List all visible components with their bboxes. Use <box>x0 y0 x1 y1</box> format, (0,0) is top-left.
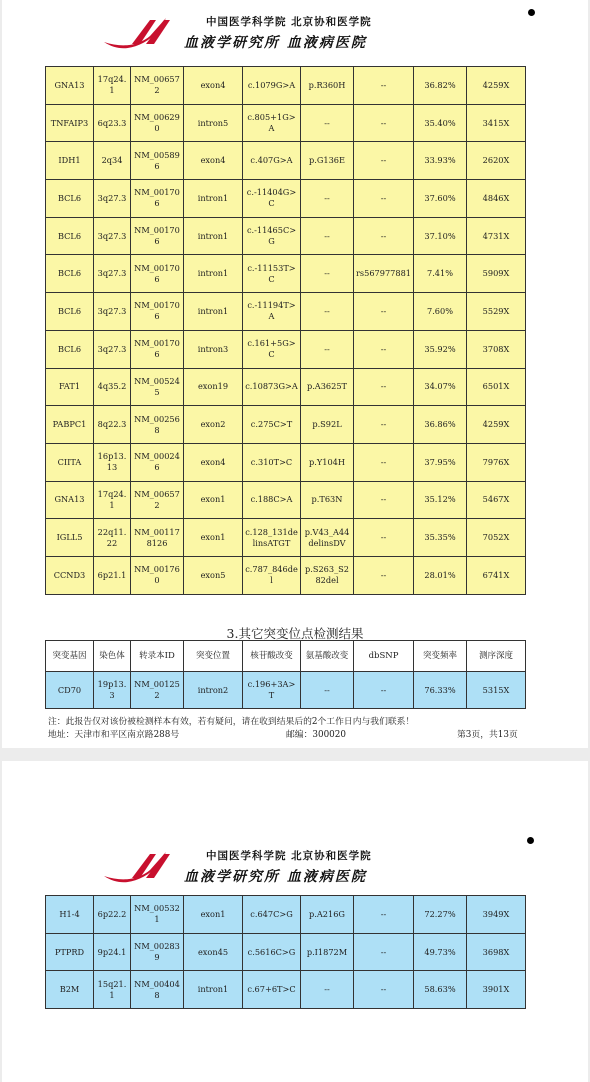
cell-chromosome: 3q27.3 <box>94 255 131 293</box>
cell-gene: BCL6 <box>46 330 94 368</box>
cell-nucleotide-change: c.-11153T>C <box>243 255 301 293</box>
cell-chromosome: 19p13.3 <box>94 672 131 709</box>
cell-location: exon4 <box>184 142 243 180</box>
cell-depth: 7052X <box>467 519 526 557</box>
cell-frequency: 37.60% <box>414 180 467 218</box>
report-page-3 <box>2 0 588 748</box>
cell-transcript: NM_001706 <box>131 217 184 255</box>
institute-logo <box>102 848 182 884</box>
cell-transcript: NM_001706 <box>131 330 184 368</box>
cell-dbsnp: -- <box>354 443 414 481</box>
cell-nucleotide-change: c.-11194T>A <box>243 293 301 331</box>
cell-chromosome: 3q27.3 <box>94 180 131 218</box>
cell-depth: 6501X <box>467 368 526 406</box>
cell-chromosome: 16p13.13 <box>94 443 131 481</box>
cell-gene: BCL6 <box>46 180 94 218</box>
cell-location: exon4 <box>184 67 243 105</box>
cell-transcript: NM_001760 <box>131 556 184 594</box>
cell-depth: 5467X <box>467 481 526 519</box>
report-page-4 <box>2 761 588 1082</box>
table-row <box>46 142 526 180</box>
cell-transcript: NM_001706 <box>131 180 184 218</box>
mutation-table <box>45 66 526 595</box>
header-frequency: 突变频率 <box>414 641 467 672</box>
cell-transcript: NM_001178126 <box>131 519 184 557</box>
cell-depth: 4731X <box>467 217 526 255</box>
cell-amino-acid-change: -- <box>301 672 354 709</box>
cell-amino-acid-change: p.G136E <box>301 142 354 180</box>
cell-amino-acid-change: p.Y104H <box>301 443 354 481</box>
cell-nucleotide-change: c.647C>G <box>243 896 301 934</box>
cell-frequency: 58.63% <box>414 971 467 1009</box>
cell-amino-acid-change: p.R360H <box>301 67 354 105</box>
table-row <box>46 368 526 406</box>
cell-nucleotide-change: c.805+1G>A <box>243 104 301 142</box>
cell-gene: B2M <box>46 971 94 1009</box>
cell-location: exon1 <box>184 519 243 557</box>
cell-depth: 5529X <box>467 293 526 331</box>
cell-nucleotide-change: c.310T>C <box>243 443 301 481</box>
cell-depth: 3949X <box>467 896 526 934</box>
cell-depth: 3698X <box>467 933 526 971</box>
page-header <box>2 834 588 896</box>
table-row <box>46 180 526 218</box>
cell-gene: GNA13 <box>46 67 94 105</box>
cell-frequency: 37.10% <box>414 217 467 255</box>
table-row <box>46 481 526 519</box>
cell-depth: 3708X <box>467 330 526 368</box>
cell-location: intron3 <box>184 330 243 368</box>
header-chromosome: 染色体 <box>94 641 131 672</box>
cell-frequency: 72.27% <box>414 896 467 934</box>
section-title: 3.其它突变位点检测结果 <box>226 626 364 641</box>
cell-chromosome: 9p24.1 <box>94 933 131 971</box>
cell-transcript: NM_001706 <box>131 255 184 293</box>
cell-transcript: NM_006290 <box>131 104 184 142</box>
cell-depth: 4259X <box>467 67 526 105</box>
cell-chromosome: 17q24.1 <box>94 481 131 519</box>
page-number: 第3页，共13页 <box>457 730 518 740</box>
cell-transcript: NM_002839 <box>131 933 184 971</box>
cell-amino-acid-change: p.T63N <box>301 481 354 519</box>
cell-location: intron1 <box>184 293 243 331</box>
hospital-address: 地址：天津市和平区南京路288号 <box>48 730 180 740</box>
cell-chromosome: 3q27.3 <box>94 293 131 331</box>
cell-nucleotide-change: c.5616C>G <box>243 933 301 971</box>
table-row <box>46 443 526 481</box>
cell-location: exon19 <box>184 368 243 406</box>
cell-frequency: 33.93% <box>414 142 467 180</box>
cell-amino-acid-change: -- <box>301 104 354 142</box>
cell-location: exon2 <box>184 406 243 444</box>
cell-chromosome: 8q22.3 <box>94 406 131 444</box>
cell-nucleotide-change: c.128_131delinsATGT <box>243 519 301 557</box>
cell-nucleotide-change: c.275C>T <box>243 406 301 444</box>
cell-dbsnp: -- <box>354 104 414 142</box>
header-location: 突变位置 <box>184 641 243 672</box>
cell-transcript: NM_005896 <box>131 142 184 180</box>
cell-frequency: 36.82% <box>414 67 467 105</box>
cell-amino-acid-change: -- <box>301 293 354 331</box>
table-row <box>46 67 526 105</box>
mutation-table-continued <box>45 895 526 1009</box>
cell-amino-acid-change: p.V43_A44delinsDV <box>301 519 354 557</box>
corner-dot <box>528 9 535 16</box>
cell-amino-acid-change: -- <box>301 217 354 255</box>
table-row <box>46 255 526 293</box>
cell-location: exon45 <box>184 933 243 971</box>
cell-gene: IDH1 <box>46 142 94 180</box>
header-institution-line1: 中国医学科学院 北京协和医学院 <box>206 850 372 862</box>
cell-transcript: NM_006572 <box>131 481 184 519</box>
cell-location: intron1 <box>184 217 243 255</box>
cell-depth: 5315X <box>467 672 526 709</box>
cell-dbsnp: -- <box>354 672 414 709</box>
cell-transcript: NM_004048 <box>131 971 184 1009</box>
cell-gene: TNFAIP3 <box>46 104 94 142</box>
cell-gene: PABPC1 <box>46 406 94 444</box>
cell-frequency: 37.95% <box>414 443 467 481</box>
cell-gene: IGLL5 <box>46 519 94 557</box>
cell-chromosome: 3q27.3 <box>94 330 131 368</box>
cell-frequency: 35.40% <box>414 104 467 142</box>
cell-nucleotide-change: c.188C>A <box>243 481 301 519</box>
cell-chromosome: 3q27.3 <box>94 217 131 255</box>
cell-amino-acid-change: p.I1872M <box>301 933 354 971</box>
table-row <box>46 896 526 934</box>
cell-location: intron1 <box>184 971 243 1009</box>
cell-amino-acid-change: p.A3625T <box>301 368 354 406</box>
other-mutation-table <box>45 640 526 709</box>
cell-frequency: 35.12% <box>414 481 467 519</box>
cell-location: exon1 <box>184 481 243 519</box>
cell-location: intron2 <box>184 672 243 709</box>
cell-frequency: 7.41% <box>414 255 467 293</box>
cell-nucleotide-change: c.161+5G>C <box>243 330 301 368</box>
cell-depth: 4846X <box>467 180 526 218</box>
cell-frequency: 36.86% <box>414 406 467 444</box>
cell-dbsnp: -- <box>354 971 414 1009</box>
cell-gene: BCL6 <box>46 217 94 255</box>
cell-chromosome: 2q34 <box>94 142 131 180</box>
cell-transcript: NM_005321 <box>131 896 184 934</box>
cell-frequency: 35.92% <box>414 330 467 368</box>
cell-chromosome: 6q23.3 <box>94 104 131 142</box>
cell-location: intron1 <box>184 180 243 218</box>
cell-dbsnp: -- <box>354 293 414 331</box>
cell-dbsnp: -- <box>354 330 414 368</box>
cell-nucleotide-change: c.-11404G>C <box>243 180 301 218</box>
cell-amino-acid-change: p.S92L <box>301 406 354 444</box>
cell-nucleotide-change: c.1079G>A <box>243 67 301 105</box>
header-amino-acid-change: 氨基酸改变 <box>301 641 354 672</box>
table-row <box>46 293 526 331</box>
cell-chromosome: 6p22.2 <box>94 896 131 934</box>
cell-amino-acid-change: -- <box>301 330 354 368</box>
cell-gene: CCND3 <box>46 556 94 594</box>
cell-transcript: NM_005245 <box>131 368 184 406</box>
table-row <box>46 519 526 557</box>
cell-nucleotide-change: c.10873G>A <box>243 368 301 406</box>
cell-depth: 6741X <box>467 556 526 594</box>
table-row <box>46 406 526 444</box>
header-depth: 测序深度 <box>467 641 526 672</box>
cell-transcript: NM_001706 <box>131 293 184 331</box>
cell-gene: BCL6 <box>46 255 94 293</box>
table-row <box>46 556 526 594</box>
cell-location: intron5 <box>184 104 243 142</box>
cell-amino-acid-change: -- <box>301 180 354 218</box>
cell-depth: 7976X <box>467 443 526 481</box>
cell-depth: 3901X <box>467 971 526 1009</box>
cell-amino-acid-change: -- <box>301 255 354 293</box>
cell-chromosome: 6p21.1 <box>94 556 131 594</box>
cell-depth: 5909X <box>467 255 526 293</box>
cell-dbsnp: -- <box>354 519 414 557</box>
header-transcript: 转录本ID <box>131 641 184 672</box>
cell-depth: 3415X <box>467 104 526 142</box>
cell-gene: FAT1 <box>46 368 94 406</box>
cell-dbsnp: -- <box>354 67 414 105</box>
cell-dbsnp: -- <box>354 933 414 971</box>
cell-frequency: 35.35% <box>414 519 467 557</box>
cell-dbsnp: -- <box>354 368 414 406</box>
cell-transcript: NM_001252 <box>131 672 184 709</box>
cell-gene: CIITA <box>46 443 94 481</box>
corner-dot <box>527 837 534 844</box>
cell-nucleotide-change: c.787_846del <box>243 556 301 594</box>
header-dbsnp: dbSNP <box>354 641 414 672</box>
cell-frequency: 34.07% <box>414 368 467 406</box>
header-nucleotide-change: 核苷酸改变 <box>243 641 301 672</box>
cell-location: exon4 <box>184 443 243 481</box>
cell-frequency: 76.33% <box>414 672 467 709</box>
table-row <box>46 933 526 971</box>
cell-chromosome: 22q11.22 <box>94 519 131 557</box>
cell-gene: PTPRD <box>46 933 94 971</box>
cell-nucleotide-change: c.196+3A>T <box>243 672 301 709</box>
cell-chromosome: 15q21.1 <box>94 971 131 1009</box>
cell-amino-acid-change: p.A216G <box>301 896 354 934</box>
cell-transcript: NM_006572 <box>131 67 184 105</box>
table-row <box>46 217 526 255</box>
cell-dbsnp: -- <box>354 556 414 594</box>
cell-depth: 2620X <box>467 142 526 180</box>
cell-dbsnp: -- <box>354 406 414 444</box>
cell-gene: BCL6 <box>46 293 94 331</box>
cell-nucleotide-change: c.407G>A <box>243 142 301 180</box>
cell-transcript: NM_002568 <box>131 406 184 444</box>
cell-dbsnp: -- <box>354 180 414 218</box>
header-institution-line1: 中国医学科学院 北京协和医学院 <box>206 16 372 28</box>
postcode: 邮编：300020 <box>286 730 346 740</box>
cell-nucleotide-change: c.-11465C>G <box>243 217 301 255</box>
table-row <box>46 330 526 368</box>
cell-dbsnp: rs567977881 <box>354 255 414 293</box>
page-header <box>2 0 588 62</box>
cell-frequency: 7.60% <box>414 293 467 331</box>
cell-dbsnp: -- <box>354 142 414 180</box>
header-gene: 突变基因 <box>46 641 94 672</box>
cell-gene: GNA13 <box>46 481 94 519</box>
cell-dbsnp: -- <box>354 217 414 255</box>
cell-dbsnp: -- <box>354 896 414 934</box>
table-row <box>46 971 526 1009</box>
cell-transcript: NM_000246 <box>131 443 184 481</box>
cell-nucleotide-change: c.67+6T>C <box>243 971 301 1009</box>
header-institution-line2: 血液学研究所 血液病医院 <box>184 869 367 885</box>
cell-frequency: 49.73% <box>414 933 467 971</box>
cell-dbsnp: -- <box>354 481 414 519</box>
cell-chromosome: 17q24.1 <box>94 67 131 105</box>
table-row <box>46 672 526 709</box>
institute-logo <box>102 14 182 50</box>
cell-location: intron1 <box>184 255 243 293</box>
cell-depth: 4259X <box>467 406 526 444</box>
cell-location: exon5 <box>184 556 243 594</box>
cell-amino-acid-change: p.S263_S282del <box>301 556 354 594</box>
cell-frequency: 28.01% <box>414 556 467 594</box>
cell-gene: CD70 <box>46 672 94 709</box>
cell-location: exon1 <box>184 896 243 934</box>
header-institution-line2: 血液学研究所 血液病医院 <box>184 35 367 51</box>
cell-chromosome: 4q35.2 <box>94 368 131 406</box>
cell-amino-acid-change: -- <box>301 971 354 1009</box>
report-footnote: 注：此报告仅对该份被检测样本有效，若有疑问，请在收到结果后的2个工作日内与我们联系！ <box>48 717 415 727</box>
table-row <box>46 104 526 142</box>
cell-gene: H1-4 <box>46 896 94 934</box>
